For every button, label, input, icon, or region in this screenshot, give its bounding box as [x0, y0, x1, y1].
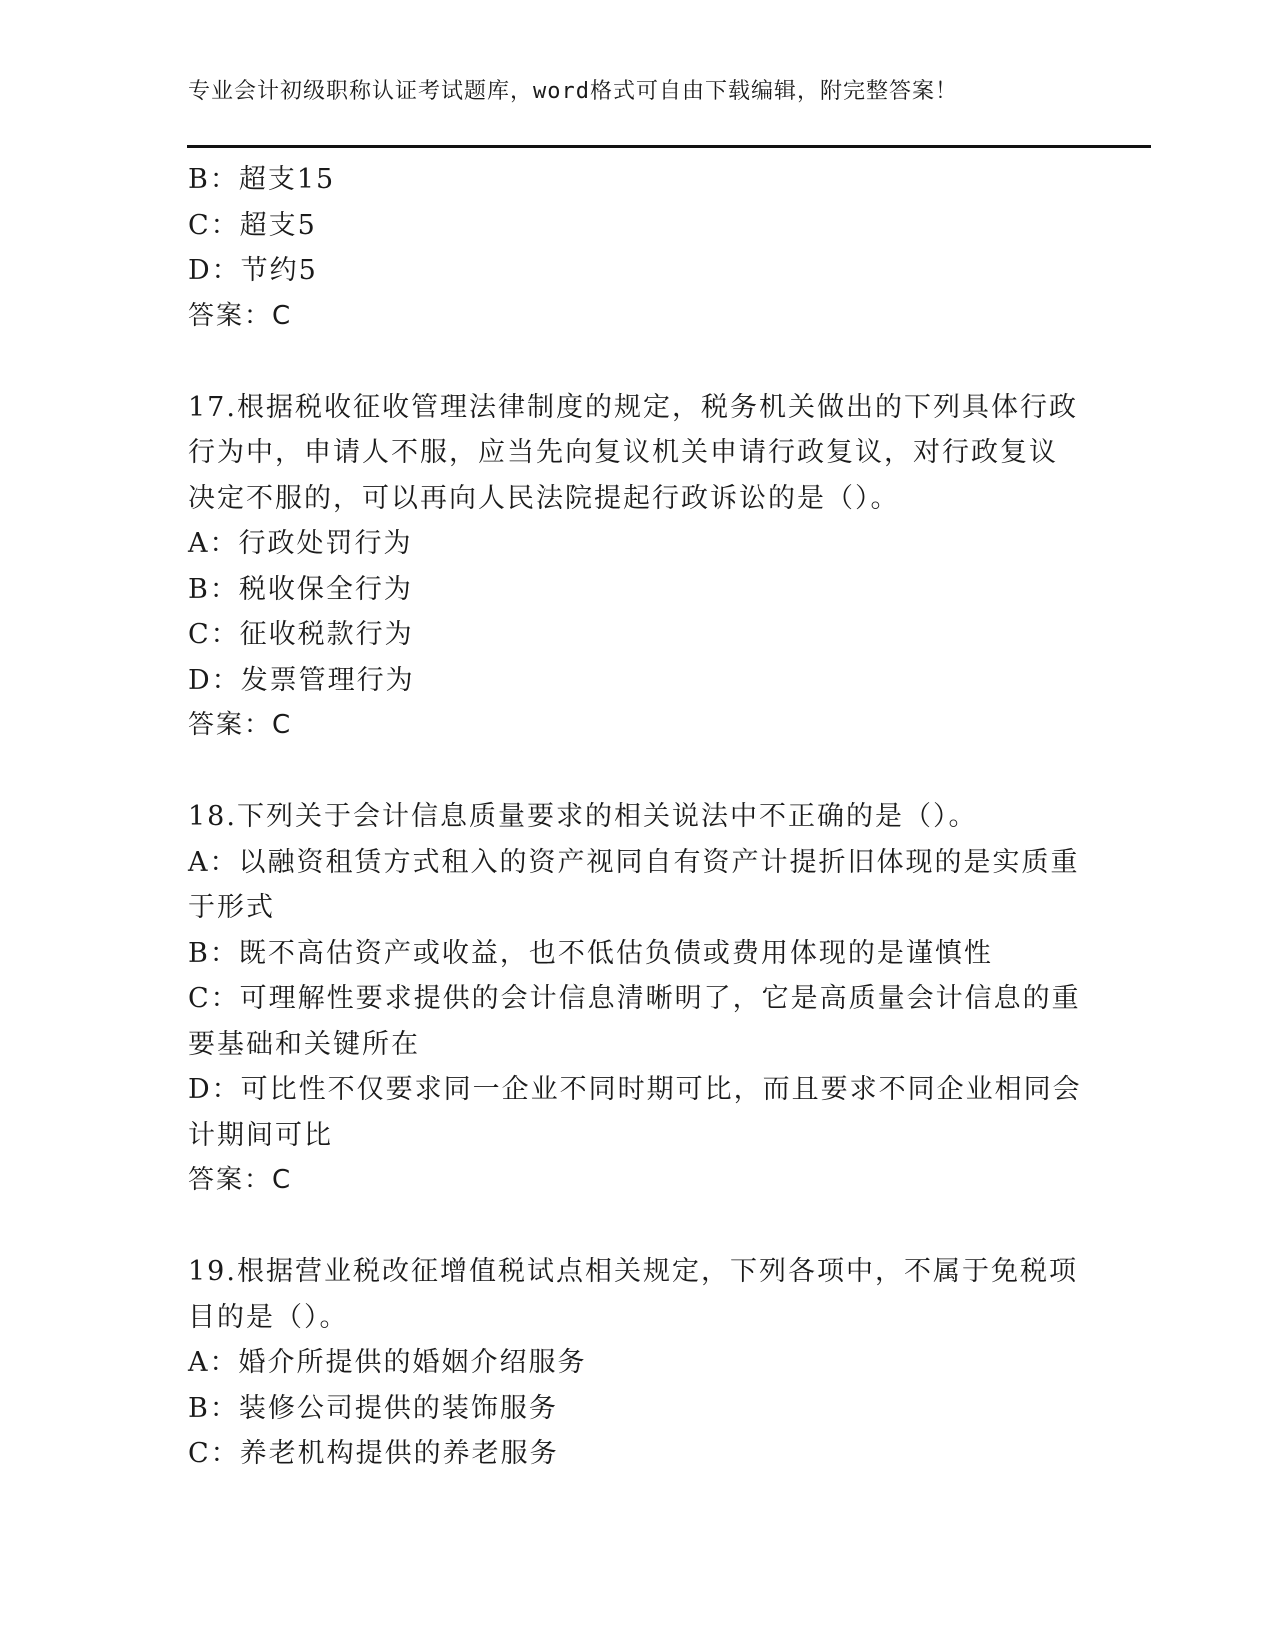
question-17-option-a: A：行政处罚行为 [188, 528, 413, 559]
question-19-option-c: C：养老机构提供的养老服务 [188, 1438, 559, 1469]
question-19-line-1: 19.根据营业税改征增值税试点相关规定，下列各项中，不属于免税项 [188, 1256, 1078, 1287]
question-18-answer: 答案：C [188, 1165, 293, 1195]
question-17-line-2: 行为中，申请人不服，应当先向复议机关申请行政复议，对行政复议 [188, 437, 1058, 468]
question-17-option-d: D：发票管理行为 [188, 664, 415, 696]
question-19-option-a: A：婚介所提供的婚姻介绍服务 [188, 1347, 587, 1378]
question-18-option-c-cont: 要基础和关键所在 [188, 1028, 420, 1060]
question-content [188, 157, 1082, 1477]
spacer [188, 749, 1068, 795]
spacer [188, 339, 1068, 385]
question-18-option-a: A：以融资租赁方式租入的资产视同自有资产计提折旧体现的是实质重 [188, 846, 1080, 878]
question-18-option-d-cont: 计期间可比 [188, 1119, 333, 1151]
answer-line: 答案：C [188, 300, 293, 331]
page-header: 专业会计初级职称认证考试题库，word格式可自由下载编辑，附完整答案！ [188, 79, 958, 104]
question-18-option-d: D：可比性不仅要求同一企业不同时期可比，而且要求不同企业相同会 [188, 1074, 1082, 1105]
option-b: B：超支15 [188, 164, 336, 195]
question-18-option-b: B：既不高估资产或收益，也不低估负债或费用体现的是谨慎性 [188, 937, 993, 969]
option-d: D：节约5 [188, 255, 318, 286]
question-17-option-b: B：税收保全行为 [188, 573, 413, 605]
question-19-option-b: B：装修公司提供的装饰服务 [188, 1392, 558, 1424]
option-c: C：超支5 [188, 209, 317, 241]
question-18-line-1: 18.下列关于会计信息质量要求的相关说法中不正确的是（）。 [188, 801, 978, 832]
question-17-answer: 答案：C [188, 710, 293, 740]
question-19-line-2: 目的是（）。 [188, 1301, 349, 1333]
question-18-option-c: C：可理解性要求提供的会计信息清晰明了，它是高质量会计信息的重 [188, 983, 1081, 1014]
question-17-line-3: 决定不服的，可以再向人民法院提起行政诉讼的是（）。 [188, 482, 900, 514]
question-18-option-a-cont: 于形式 [188, 892, 275, 923]
question-17-option-c: C：征收税款行为 [188, 619, 414, 650]
spacer [188, 1204, 1068, 1250]
question-17-line-1: 17.根据税收征收管理法律制度的规定，税务机关做出的下列具体行政 [188, 391, 1078, 423]
header-divider [187, 145, 1151, 148]
